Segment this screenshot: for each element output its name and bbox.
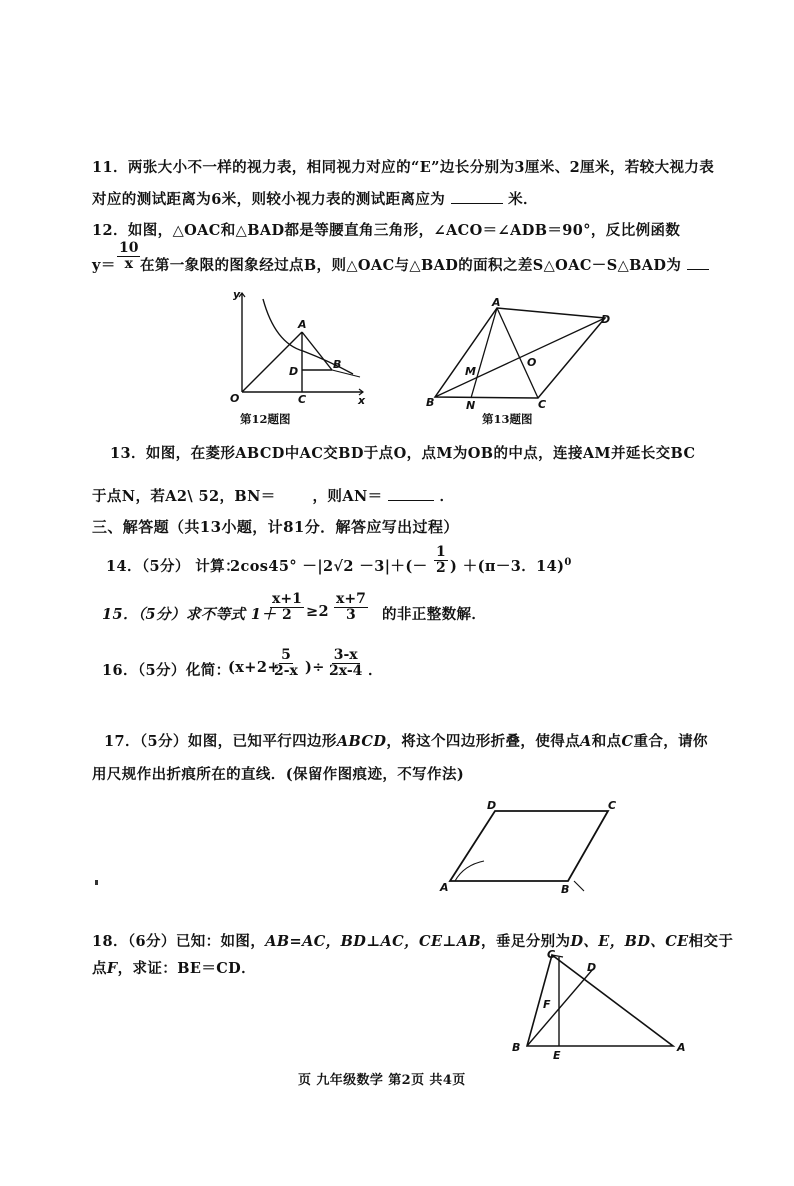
figure-18 <box>505 945 700 1065</box>
fig18-label-F: F <box>543 998 551 1011</box>
q12-line2 <box>140 254 709 275</box>
q14-expr-b <box>450 555 572 576</box>
q16-f2-num: 3-x <box>333 647 358 663</box>
fig12-label-A: A <box>298 318 307 331</box>
q18-line1-c: 相交于 <box>688 933 734 950</box>
q18-line1-a: 18．（6分）已知：如图， <box>92 933 266 950</box>
q15-f1-num: x+1 <box>272 591 302 607</box>
fig18-label-E: E <box>553 1049 561 1062</box>
q13-line2-b: ，则AN＝ <box>312 488 383 505</box>
fig13-label-N: N <box>466 399 476 412</box>
fig17-label-C: C <box>608 799 617 812</box>
q12-y-prefix: y＝ <box>92 257 116 274</box>
q14-prefix: 14．（5分） 计算： <box>106 558 240 575</box>
figure-12 <box>225 285 370 410</box>
q12-frac-num: 10 <box>119 240 139 256</box>
q12-line1: 12．如图，△OAC和△BAD都是等腰直角三角形，∠ACO＝∠ADB＝90°，反比例函数 <box>92 222 681 239</box>
figure-13 <box>425 296 620 412</box>
stray-mark <box>95 880 98 885</box>
q14-fraction <box>434 545 448 576</box>
fig13-label-M: M <box>465 365 476 378</box>
q16-prefix: 16．（5分）化简： <box>102 662 231 679</box>
q14-frac-num: 1 <box>436 544 446 560</box>
q17-abcd: ABCD <box>336 733 387 750</box>
q13-line1: 13．如图，在菱形ABCD中AC交BD于点O，点M为OB的中点，连接AM并延长交BC <box>110 445 696 462</box>
fig13-label-B: B <box>426 396 435 409</box>
q17-line1-d: 重合，请你 <box>633 733 708 750</box>
q14-expr-a: 2cos45° －|2√2 －3|＋(－ <box>230 558 428 575</box>
q15-prefix: 15．（5分）求不等式 1＋ <box>102 606 277 623</box>
q18-line2-b: ，求证：BE＝CD． <box>117 960 257 977</box>
q18-conditions: AB=AC，BD⊥AC，CE⊥AB <box>265 933 482 950</box>
q17-point-a: A <box>580 733 592 750</box>
q15-fraction-1 <box>270 592 304 623</box>
section3-title: 三、解答题（共13小题，计81分．解答应写出过程） <box>92 518 459 536</box>
q11-answer-blank[interactable] <box>451 203 503 204</box>
q14-exponent: 0 <box>564 557 572 569</box>
fig12-label-D: D <box>289 365 299 378</box>
q12-answer-blank[interactable] <box>687 269 709 270</box>
q18-point-f: F <box>106 960 118 977</box>
fig12-caption: 第12题图 <box>240 412 291 426</box>
q15-f1-den: 2 <box>282 607 292 623</box>
q17-line1-c: 和点 <box>591 733 622 750</box>
q11-line1: 11．两张大小不一样的视力表，相同视力对应的“E”边长分别为3厘米、2厘米，若较大视力表 <box>92 159 715 176</box>
fig17-label-B: B <box>561 883 570 896</box>
fig18-label-C: C <box>547 948 556 961</box>
q15-fraction-2 <box>334 592 368 623</box>
q13-line2-a: 于点N，若A2\ 52，BN＝ <box>92 488 276 505</box>
q16-f1-den: 2-x <box>274 663 298 679</box>
q15-f2-num: x+7 <box>336 591 366 607</box>
q16-expr-a: (x+2+ <box>228 659 280 676</box>
fig12-label-O: O <box>230 392 240 405</box>
q18-line2 <box>92 957 256 978</box>
q15-f2-den: 3 <box>346 607 356 623</box>
fig18-label-D: D <box>587 961 597 974</box>
fig12-label-x: x <box>358 394 366 407</box>
q13-answer-blank[interactable] <box>388 500 434 501</box>
q15-mid: ≥2 <box>306 603 330 620</box>
fig17-label-D: D <box>487 799 497 812</box>
q16-fraction-2 <box>327 648 364 679</box>
q14-frac-den: 2 <box>436 560 446 576</box>
q17-line1-a: 17．（5分）如图，已知平行四边形 <box>104 733 337 750</box>
q12-frac-den: x <box>124 256 133 272</box>
fig13-label-C: C <box>538 398 547 411</box>
q13-line2 <box>92 485 454 506</box>
fig13-label-O: O <box>527 356 537 369</box>
q12-line2-text: 在第一象限的图象经过点B，则△OAC与△BAD的面积之差S△OAC－S△BAD为 <box>140 257 682 274</box>
q15-suffix: 的非正整数解． <box>382 606 487 623</box>
q18-line2-a: 点 <box>92 960 107 977</box>
q11-line2-text: 对应的测试距离为6米，则较小视力表的测试距离应为 <box>92 191 446 208</box>
q17-line2: 用尺规作出折痕所在的直线．(保留作图痕迹，不写作法) <box>92 766 465 783</box>
q11-line2 <box>92 188 538 209</box>
fig18-label-B: B <box>512 1041 521 1054</box>
fig13-caption: 第13题图 <box>482 412 533 426</box>
fig12-label-B: B <box>333 358 342 371</box>
fig18-label-A: A <box>677 1041 686 1054</box>
q16-end: ． <box>368 662 383 679</box>
fig12-label-y: y <box>233 288 241 301</box>
q11-unit: 米． <box>508 191 538 208</box>
q16-f1-num: 5 <box>281 647 291 663</box>
fig13-label-A: A <box>492 296 501 309</box>
q18-line1-b: ，垂足分别为 <box>481 933 571 950</box>
q17-line1-b: ，将这个四边形折叠，使得点 <box>386 733 581 750</box>
figure-17 <box>438 795 628 897</box>
q16-fraction-1 <box>272 648 300 679</box>
q18-feet: D、E，BD、CE <box>570 933 689 950</box>
q12-fraction <box>117 241 140 272</box>
q16-expr-b: )÷ <box>305 659 325 676</box>
q17-line1 <box>104 730 708 751</box>
fig17-label-A: A <box>440 881 449 894</box>
q17-point-c: C <box>621 733 634 750</box>
fig13-label-D: D <box>601 313 611 326</box>
page-footer: 页 九年级数学 第2页 共4页 <box>298 1073 466 1088</box>
fig12-label-C: C <box>298 393 307 406</box>
q16-f2-den: 2x-4 <box>329 663 363 679</box>
q14-expr-b-text: ) ＋(π－3．14) <box>450 558 565 575</box>
q13-line2-end: ． <box>439 488 455 505</box>
